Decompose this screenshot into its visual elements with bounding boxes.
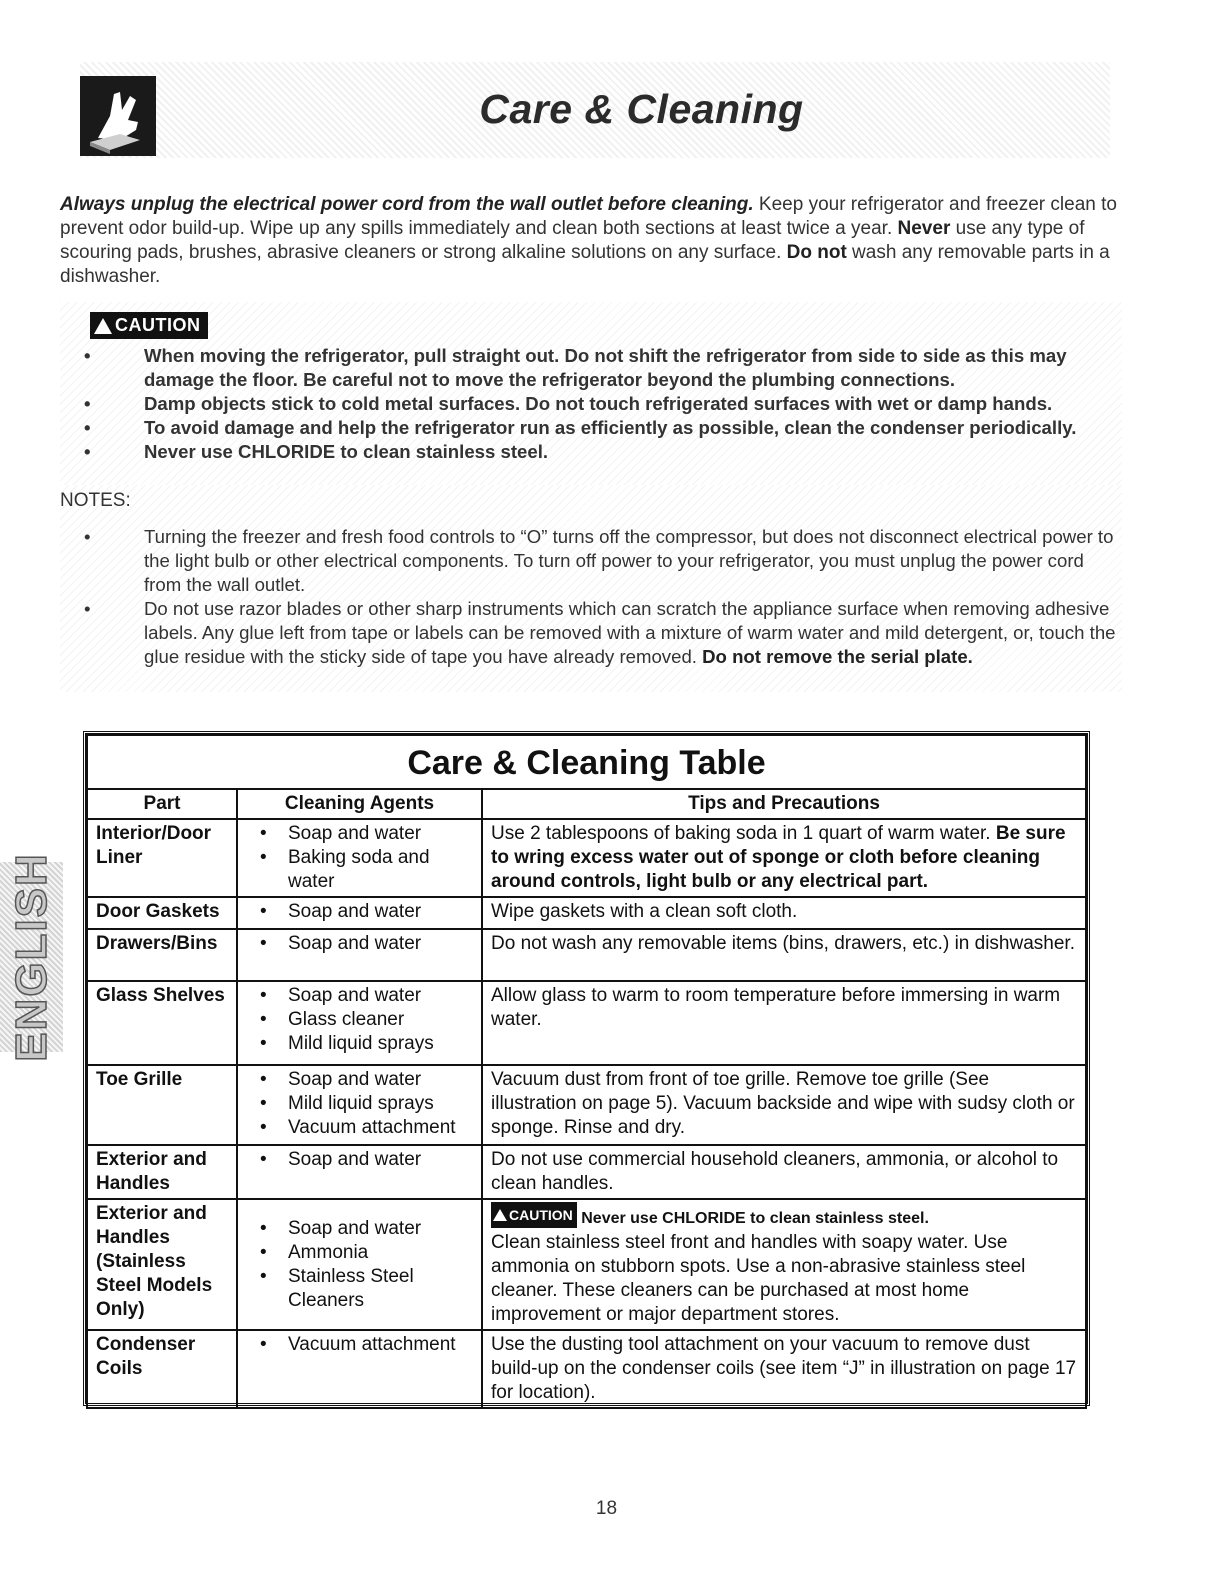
note-item: [80, 597, 1120, 669]
agents-cell: [237, 1145, 482, 1199]
agent-item: • Glass cleaner: [246, 1008, 473, 1032]
notes-list: [80, 525, 1120, 669]
note-item-bold: Do not remove the serial plate.: [702, 646, 973, 667]
caution-item: • To avoid damage and help the refrigerator run as efficiently as possible, clean the condenser periodically.: [80, 416, 1120, 440]
agent-item: • Soap and water: [246, 984, 473, 1008]
agent-item: • Soap and water: [246, 932, 473, 956]
agents-list: [246, 984, 473, 1056]
part-cell: Drawers/Bins: [87, 929, 237, 981]
part-cell: Condenser Coils: [87, 1330, 237, 1408]
intro-paragraph: [60, 193, 1140, 289]
table-row: [87, 929, 1086, 981]
tips-cell: Allow glass to warm to room temperature before immersing in warm water.: [482, 981, 1086, 1065]
caution-item: • When moving the refrigerator, pull straight out. Do not shift the refrigerator from side to side as this may damage the floor. Be careful not to move the refrigerator beyond the plumbing connections.: [80, 344, 1120, 392]
notes-title: NOTES:: [60, 490, 131, 511]
agents-cell: [237, 929, 482, 981]
tips-cell: Wipe gaskets with a clean soft cloth.: [482, 897, 1086, 929]
agents-list: [246, 900, 473, 924]
tips-cell: Do not use commercial household cleaners, ammonia, or alcohol to clean handles.: [482, 1145, 1086, 1199]
caution-item: • Damp objects stick to cold metal surfaces. Do not touch refrigerated surfaces with wet or damp hands.: [80, 392, 1120, 416]
intro-text-2: use any type of scouring pads, brushes, abrasive cleaners or strong alkaline solutions on any surface.: [60, 218, 1085, 263]
agents-cell: [237, 981, 482, 1065]
table-header-row: [87, 789, 1086, 819]
care-cleaning-table: [86, 734, 1087, 1409]
mini-caution-label: CAUTION: [509, 1207, 573, 1223]
tips-text: Use 2 tablespoons of baking soda in 1 quart of warm water.: [491, 823, 996, 844]
agent-item: • Soap and water: [246, 1217, 473, 1241]
agents-list: [246, 1068, 473, 1140]
tips-cell: Use the dusting tool attachment on your vacuum to remove dust build-up on the condenser coils (see item “J” in illustration on page 17 for location).: [482, 1330, 1086, 1408]
table-row: [87, 897, 1086, 929]
agents-cell: [237, 1065, 482, 1145]
intro-never: Never: [897, 218, 951, 239]
agent-item: • Mild liquid sprays: [246, 1032, 473, 1056]
part-cell: Exterior and Handles: [87, 1145, 237, 1199]
agent-item: • Soap and water: [246, 900, 473, 924]
column-header-tips: Tips and Precautions: [482, 789, 1086, 819]
table-row: [87, 981, 1086, 1065]
agents-list: [246, 1148, 473, 1172]
note-item: • Turning the freezer and fresh food controls to “O” turns off the compressor, but does not disconnect electrical power to the light bulb or other electrical components. To turn off power to your refrigerator, you must unplug the power cord from the wall outlet.: [80, 525, 1120, 597]
agents-list: [246, 822, 473, 894]
table-row: [87, 1330, 1086, 1408]
tips-cell: [482, 819, 1086, 897]
caution-block: [60, 302, 1122, 487]
agent-item: • Vacuum attachment: [246, 1116, 473, 1140]
caution-badge-label: CAUTION: [115, 315, 201, 335]
agent-item: • Stainless Steel Cleaners: [246, 1265, 473, 1313]
caution-badge: [90, 312, 208, 339]
agents-list: [246, 932, 473, 956]
part-cell: Toe Grille: [87, 1065, 237, 1145]
warning-triangle-icon: [493, 1209, 507, 1221]
language-side-tab: [0, 852, 63, 1062]
note-item-text: Do not use razor blades or other sharp instruments which can scratch the appliance surface when removing adhesive labels. Any glue left from tape or labels can be removed with a mixture of warm water and mild detergent, or, touch the glue residue with the sticky side of tape you have already removed.: [144, 598, 1116, 667]
agents-cell: [237, 1330, 482, 1408]
intro-text-3: wash any removable parts in a dishwasher.: [60, 242, 1110, 287]
agents-cell: [237, 1199, 482, 1330]
agent-item: • Vacuum attachment: [246, 1333, 473, 1357]
intro-do-not: Do not: [786, 242, 847, 263]
agents-cell: [237, 897, 482, 929]
agent-item: • Mild liquid sprays: [246, 1092, 473, 1116]
agents-list: [246, 1217, 473, 1313]
tips-caution-line: [491, 1202, 1077, 1231]
table-row: [87, 819, 1086, 897]
table-caption-row: [87, 735, 1086, 789]
part-cell: Exterior and Handles (Stainless Steel Models Only): [87, 1199, 237, 1330]
agent-item: • Soap and water: [246, 1068, 473, 1092]
tips-caution-text: Never use CHLORIDE to clean stainless steel.: [581, 1210, 929, 1227]
tips-bold-text: Be sure to wring excess water out of sponge or cloth before cleaning around controls, light bulb or any electrical part.: [491, 823, 1066, 892]
table-title: Care & Cleaning Table: [87, 735, 1086, 789]
agent-item: • Soap and water: [246, 1148, 473, 1172]
page-number: 18: [595, 1498, 618, 1519]
agents-cell: [237, 819, 482, 897]
caution-item: • Never use CHLORIDE to clean stainless steel.: [80, 440, 1120, 464]
notes-block: [60, 485, 1122, 692]
column-header-part: Part: [87, 789, 237, 819]
tips-cell: Vacuum dust from front of toe grille. Remove toe grille (See illustration on page 5). Vacuum backside and wipe with sudsy cloth or sponge. Rinse and dry.: [482, 1065, 1086, 1145]
table-row: [87, 1199, 1086, 1330]
warning-triangle-icon: [94, 318, 112, 334]
table-row: [87, 1145, 1086, 1199]
tips-cell: Do not wash any removable items (bins, drawers, etc.) in dishwasher.: [482, 929, 1086, 981]
agent-item: • Ammonia: [246, 1241, 473, 1265]
agents-list: [246, 1333, 473, 1357]
intro-text-1: Keep your refrigerator and freezer clean to prevent odor build-up. Wipe up any spills immediately and clean both sections at least twice a year.: [60, 194, 1117, 239]
part-cell: Glass Shelves: [87, 981, 237, 1065]
agent-item: • Soap and water: [246, 822, 473, 846]
part-cell: Door Gaskets: [87, 897, 237, 929]
column-header-agents: Cleaning Agents: [237, 789, 482, 819]
language-side-tab-label: ENGLISH: [6, 852, 56, 1062]
care-cleaning-table-frame: [83, 731, 1090, 1406]
caution-list: [80, 344, 1120, 464]
part-cell: Interior/Door Liner: [87, 819, 237, 897]
intro-lead: Always unplug the electrical power cord from the wall outlet before cleaning.: [60, 194, 754, 215]
table-row: [87, 1065, 1086, 1145]
tips-cell: [482, 1199, 1086, 1330]
tips-text: Clean stainless steel front and handles with soapy water. Use ammonia on stubborn spots. Use a non-abrasive stainless steel cleaner. These cleaners can be purchased at most home improvement or major department stores.: [491, 1232, 1026, 1325]
mini-caution-badge: [491, 1202, 577, 1228]
agent-item: • Baking soda and water: [246, 846, 473, 894]
page-title: Care & Cleaning: [479, 86, 804, 132]
